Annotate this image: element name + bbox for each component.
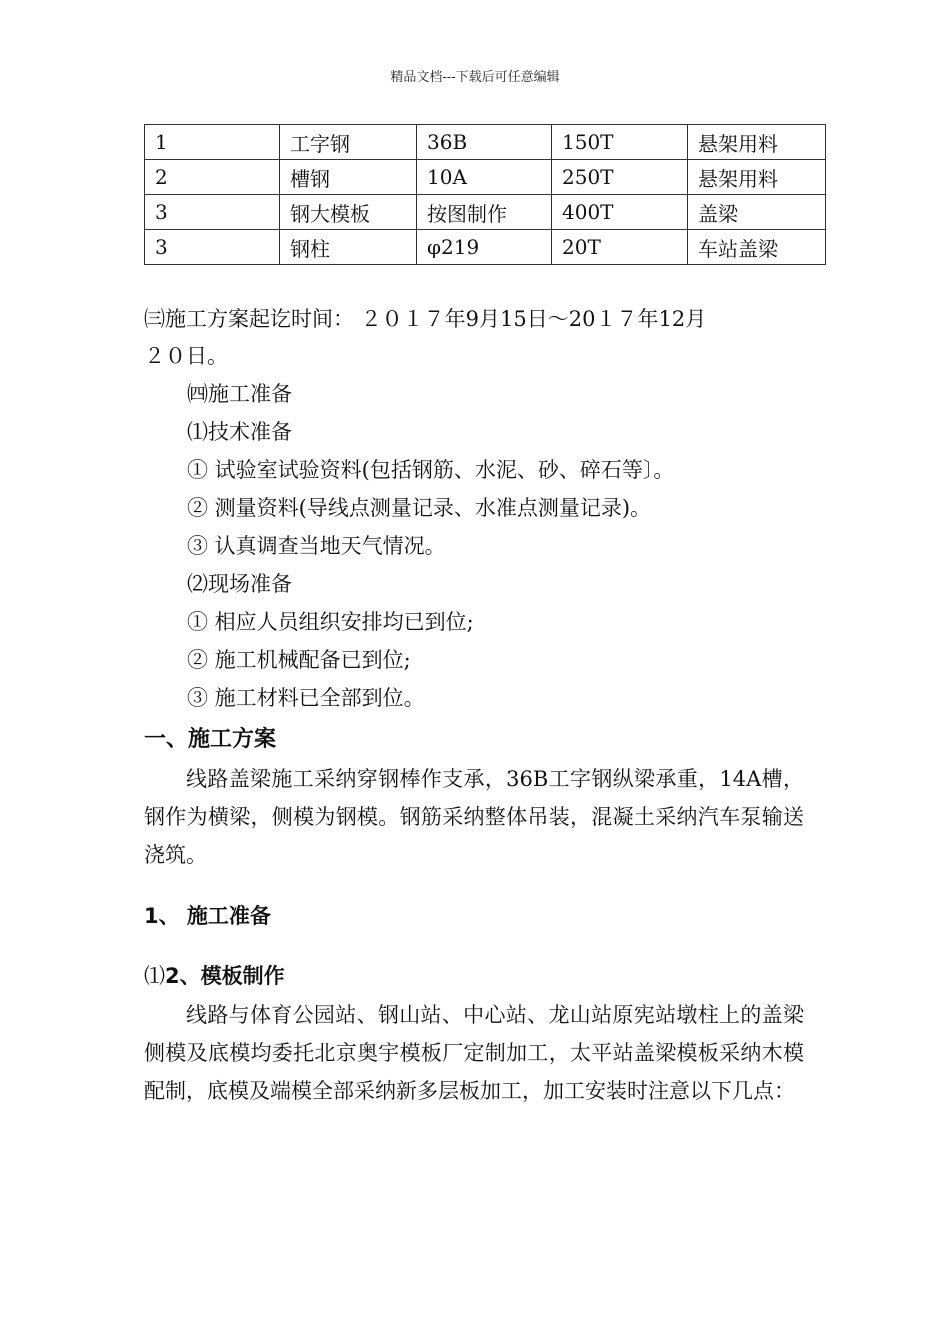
section-2-prefix: ⑴ xyxy=(144,964,165,988)
table-cell: 2 xyxy=(145,160,280,195)
site-item-1: ① 相应人员组织安排均已到位; xyxy=(187,610,474,634)
table-cell: 工字钢 xyxy=(280,125,417,160)
table-cell: 悬架用料 xyxy=(688,160,826,195)
table-cell: 150T xyxy=(552,125,688,160)
table-row xyxy=(145,230,826,265)
table-cell: 1 xyxy=(145,125,280,160)
section-2-heading: 2、模板制作 xyxy=(165,964,285,988)
table-cell: 车站盖梁 xyxy=(688,230,826,265)
section-2-title xyxy=(144,966,285,987)
plan-heading: 一、施工方案 xyxy=(144,727,277,752)
tech-item-1: ① 试验室试验资料(包括钢筋、水泥、砂、碎石等〕。 xyxy=(187,458,675,482)
schedule-line-1: ㈢施工方案起讫时间： ２０１７年9月15日～20１７年12月 xyxy=(144,307,707,331)
plan-paragraph: 线路盖梁施工采纳穿钢棒作支承，36B工字钢纵梁承重，14A槽，钢作为横梁，侧模为钢模。钢筋采纳整体吊装，混凝土采纳汽车泵输送浇筑。 xyxy=(144,767,804,867)
table-row xyxy=(145,160,826,195)
section-1-heading: 1、 施工准备 xyxy=(144,904,271,928)
table-cell: 钢大模板 xyxy=(280,195,417,230)
table-cell: 36B xyxy=(417,125,552,160)
table-cell: 20T xyxy=(552,230,688,265)
table-cell: 槽钢 xyxy=(280,160,417,195)
table-cell: 盖梁 xyxy=(688,195,826,230)
table-cell: 10A xyxy=(417,160,552,195)
table-cell: 悬架用料 xyxy=(688,125,826,160)
site-item-3: ③ 施工材料已全部到位。 xyxy=(187,686,425,710)
table-row xyxy=(145,125,826,160)
section-2-paragraph: 线路与体育公园站、钢山站、中心站、龙山站原宪站墩柱上的盖梁侧模及底模均委托北京奥宇模板厂定制加工，太平站盖梁模板采纳木模配制，底模及端模全部采纳新多层板加工，加工安装时注意以下几点： xyxy=(144,1003,804,1103)
tech-item-2: ② 测量资料(导线点测量记录、水准点测量记录)。 xyxy=(187,496,652,520)
tech-item-3: ③ 认真调查当地天气情况。 xyxy=(187,534,446,558)
table-cell: 250T xyxy=(552,160,688,195)
schedule-line-2: ２０日。 xyxy=(144,344,228,368)
table-cell: 400T xyxy=(552,195,688,230)
tech-prep-title: ⑴技术准备 xyxy=(187,420,292,444)
prep-title: ㈣施工准备 xyxy=(187,382,292,406)
table-cell: 钢柱 xyxy=(280,230,417,265)
site-prep-title: ⑵现场准备 xyxy=(187,572,292,596)
materials-table xyxy=(144,124,826,265)
table-cell: 按图制作 xyxy=(417,195,552,230)
table-cell: 3 xyxy=(145,230,280,265)
table-cell: φ219 xyxy=(417,230,552,265)
site-item-2: ② 施工机械配备已到位; xyxy=(187,648,411,672)
table-row xyxy=(145,195,826,230)
table-cell: 3 xyxy=(145,195,280,230)
page-header: 精品文档---下载后可任意编辑 xyxy=(390,70,560,85)
